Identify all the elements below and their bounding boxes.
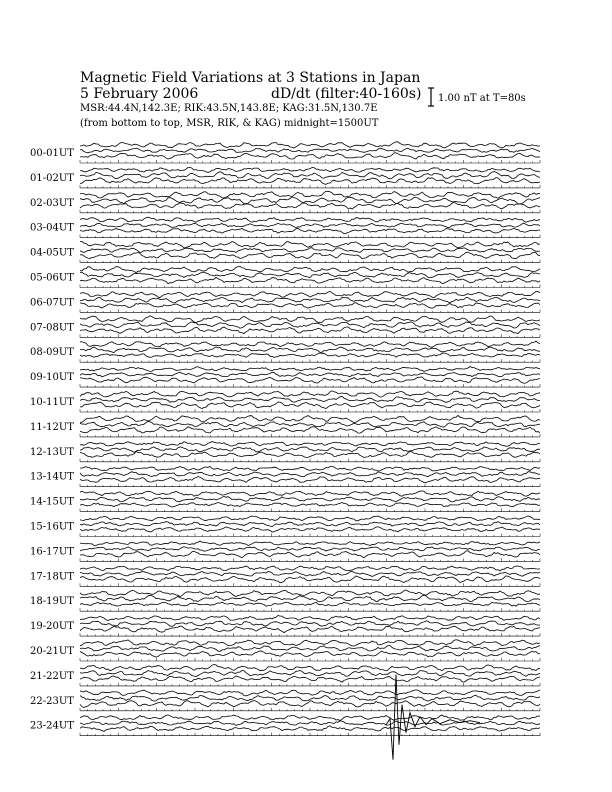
chart-title: Magnetic Field Variations at 3 Stations in Japan [80, 70, 421, 86]
trace-rik [80, 297, 540, 303]
hour-row-label: 20-21UT [30, 646, 74, 657]
trace-msr [80, 252, 540, 259]
trace-kag [80, 367, 540, 372]
trace-msr [80, 303, 540, 309]
hour-row-label: 23-24UT [30, 720, 74, 732]
trace-kag [80, 341, 540, 347]
trace-kag [80, 291, 540, 297]
date-label: 5 February 2006 [80, 86, 199, 102]
hour-row-label: 05-06UT [30, 272, 74, 284]
scale-bar [428, 88, 434, 106]
hour-row-label: 09-10UT [30, 372, 74, 384]
trace-msr [80, 527, 540, 532]
trace-kag [80, 541, 540, 546]
trace-rik [80, 695, 540, 701]
trace-msr [80, 651, 540, 657]
scale-label: 1.00 nT at T=80s [438, 93, 526, 104]
trace-msr [80, 676, 540, 682]
trace-msr [80, 353, 540, 358]
trace-rik [80, 322, 540, 328]
hour-row [30, 472, 540, 487]
hour-row [30, 347, 540, 362]
trace-rik [80, 421, 540, 427]
trace-rik [80, 646, 540, 652]
hour-row-label: 16-17UT [30, 546, 74, 558]
trace-kag [80, 217, 540, 222]
trace-msr [80, 576, 540, 583]
hour-row-label: 12-13UT [30, 446, 74, 458]
hour-row-label: 21-22UT [30, 670, 74, 682]
trace-msr [80, 602, 540, 606]
hour-row-label: 08-09UT [30, 347, 74, 359]
trace-kag [80, 316, 540, 323]
trace-kag [80, 491, 540, 496]
filter-label: dD/dt (filter:40-160s) [271, 86, 422, 102]
trace-msr [80, 402, 540, 409]
hour-row-label: 10-11UT [30, 397, 74, 408]
trace-msr [80, 626, 540, 633]
trace-rik [80, 595, 540, 601]
trace-msr [80, 452, 540, 458]
hour-row-label: 02-03UT [30, 197, 74, 209]
hour-row-label: 22-23UT [30, 695, 74, 707]
trace-rik [80, 248, 540, 253]
trace-disturbance [386, 675, 480, 760]
trace-kag [80, 467, 540, 471]
trace-kag [80, 442, 540, 447]
trace-rik [80, 272, 540, 277]
trace-msr [80, 502, 540, 507]
stations-label: MSR:44.4N,142.3E; RIK:43.5N,143.8E; KAG:31.5N,130.7E [80, 103, 378, 114]
trace-msr [80, 427, 540, 433]
trace-kag [80, 391, 540, 397]
trace-rik [80, 547, 540, 551]
trace-msr [80, 203, 540, 209]
hour-row-label: 03-04UT [30, 222, 74, 234]
trace-rik [80, 721, 540, 726]
hour-row [30, 322, 540, 337]
trace-msr [80, 153, 540, 159]
hour-row-label: 04-05UT [30, 247, 74, 259]
hour-row-label: 06-07UT [30, 297, 74, 309]
hour-row-label: 01-02UT [30, 172, 74, 184]
trace-rik [80, 197, 540, 204]
order-note: (from bottom to top, MSR, RIK, & KAG) midnight=1500UT [80, 118, 379, 129]
hour-rows [30, 148, 540, 736]
trace-kag [80, 616, 540, 621]
trace-rik [80, 172, 540, 179]
trace-msr [80, 377, 540, 383]
hour-row-label: 11-12UT [30, 421, 74, 433]
hour-row-label: 19-20UT [30, 621, 74, 633]
trace-kag [80, 690, 540, 696]
hour-row-label: 17-18UT [30, 571, 74, 583]
trace-kag [80, 142, 540, 148]
hour-row-label: 14-15UT [30, 496, 74, 508]
trace-rik [80, 571, 540, 576]
trace-kag [80, 191, 540, 198]
traces [80, 142, 540, 760]
trace-msr [80, 228, 540, 233]
trace-msr [80, 701, 540, 708]
trace-kag [80, 566, 540, 571]
trace-msr [80, 726, 540, 732]
trace-msr [80, 178, 540, 185]
trace-rik [80, 148, 540, 153]
trace-rik [80, 522, 540, 527]
trace-rik [80, 447, 540, 452]
trace-kag [80, 516, 540, 521]
trace-rik [80, 671, 540, 677]
trace-rik [80, 496, 540, 502]
trace-kag [80, 266, 540, 272]
hour-row-label: 00-01UT [30, 148, 74, 159]
hour-row-label: 18-19UT [30, 596, 74, 608]
hour-row-label: 07-08UT [30, 322, 74, 334]
trace-msr [80, 327, 540, 334]
trace-msr [80, 277, 540, 283]
hour-row-label: 13-14UT [30, 471, 74, 483]
trace-rik [80, 372, 540, 377]
trace-kag [80, 640, 540, 646]
hour-row-label: 15-16UT [30, 521, 74, 533]
trace-rik [80, 347, 540, 353]
trace-kag [80, 167, 540, 172]
trace-rik [80, 621, 540, 626]
trace-kag [80, 665, 540, 671]
trace-kag [80, 241, 540, 248]
trace-rik [80, 396, 540, 402]
trace-rik [80, 472, 540, 477]
trace-rik [80, 223, 540, 228]
trace-msr [80, 551, 540, 558]
trace-msr [80, 476, 540, 482]
hour-row [30, 621, 540, 636]
trace-kag [80, 715, 540, 721]
